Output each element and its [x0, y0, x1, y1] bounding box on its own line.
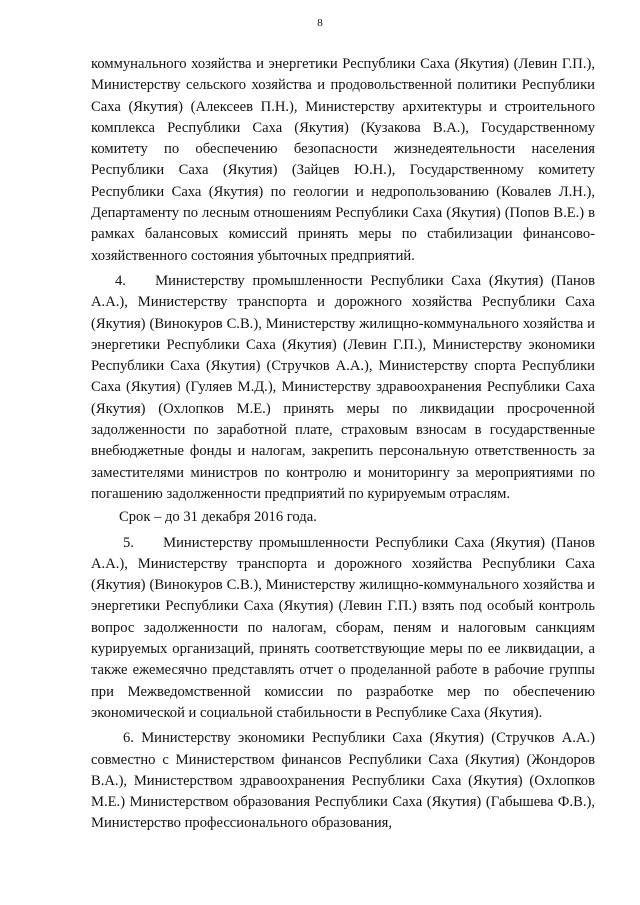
page-number: 8	[317, 17, 323, 29]
paragraph-item-6: 6. Министерству экономики Республики Саха (Якутия) (Стручков А.А.) совместно с Министерством финансов Республики Саха (Якутия) (Жондоров В.А.), Министерством здравоохранения Республики Саха (Якутия) (Охлопков М.Е.) Министерством образования Республики Саха (Якутия) (Габышева Ф.В.), Министерство профессионального образования,	[91, 730, 595, 832]
paragraph-continuation: коммунального хозяйства и энергетики Республики Саха (Якутия) (Левин Г.П.), Министерству сельского хозяйства и продовольственной политики Республики Саха (Якутия) (Алексеев П.Н.), Министерству архитектуры и строительного комплекса Республики Саха (Якутия) (Кузакова В.А.), Государственному комитету по обеспечению безопасности жизнедеятельности населения Республики Саха (Якутия) (Зайцев Ю.Н.), Государственному комитету Республики Саха (Якутия) по геологии и недропользованию (Ковалев Л.Н.), Департаменту по лесным отношениям Республики Саха (Якутия) (Попов В.Е.) в рамках балансовых комиссий принять меры по стабилизации финансово-хозяйственного состояния убыточных предприятий.	[91, 56, 595, 264]
paragraph-item-4: 4. Министерству промышленности Республики Саха (Якутия) (Панов А.А.), Министерству транспорта и дорожного хозяйства Республики Саха (Якутия) (Винокуров С.В.), Министерству жилищно-коммунального хозяйства и энергетики Республики Саха (Якутия) (Левин Г.П.), Министерству экономики Республики Саха (Якутия) (Стручков А.А.), Министерству спорта Республики Саха (Якутия) (Гуляев М.Д.), Министерству здравоохранения Республики Саха (Якутия) (Охлопков М.Е.) принять меры по ликвидации просроченной задолженности по заработной плате, страховым взносам в государственные внебюджетные фонды и налогам, закрепить персональную ответственность за заместителями министров по контролю и мониторингу за мероприятиями по погашению задолженности предприятий по курируемым отраслям.	[91, 272, 595, 502]
paragraph-deadline: Срок – до 31 декабря 2016 года.	[119, 509, 317, 526]
document-body	[91, 54, 595, 839]
paragraph-item-5: 5. Министерству промышленности Республики Саха (Якутия) (Панов А.А.), Министерству транспорта и дорожного хозяйства Республики Саха (Якутия) (Винокуров С.В.), Министерству жилищно-коммунального хозяйства и энергетики Республики Саха (Якутия) (Левин Г.П.) взять под особый контроль вопрос задолженности по налогам, сборам, пеням и налоговым санкциям курируемых организаций, принять соответствующие меры по ее ликвидации, а также ежемесячно представлять отчет о проделанной работе в рабочие группы при Межведомственной комиссии по разработке мер по обеспечению экономической и социальной стабильности в Республике Саха (Якутия).	[91, 534, 595, 721]
